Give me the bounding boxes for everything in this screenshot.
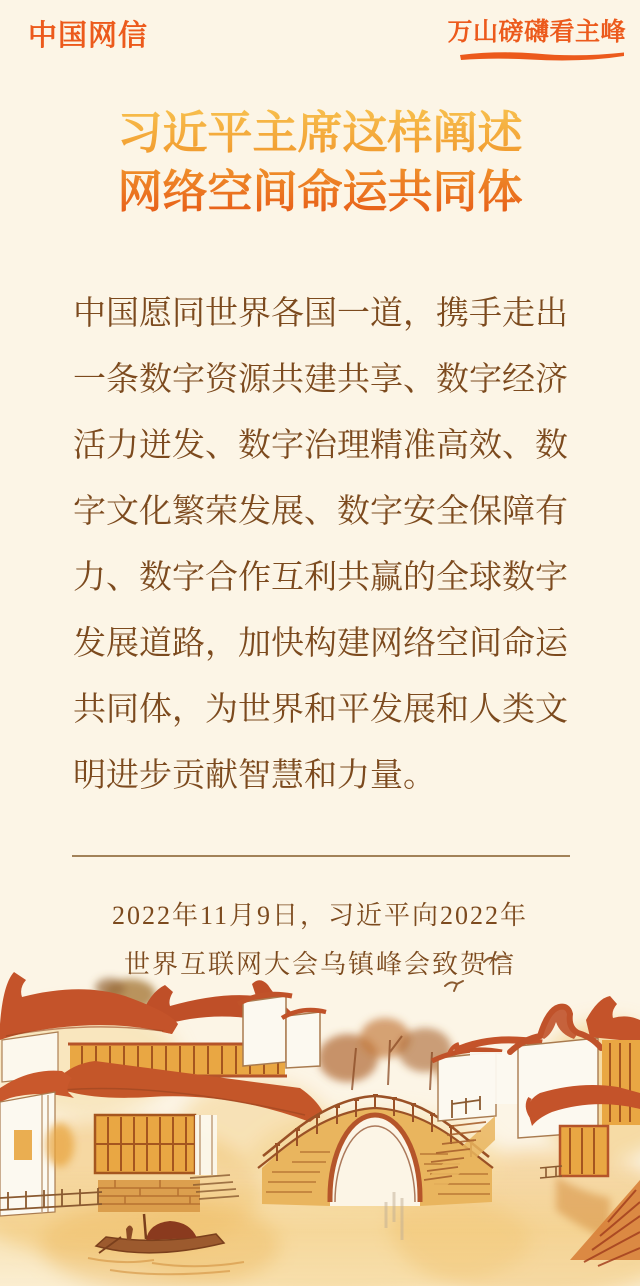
quote-line: 中国愿同世界各国一道，携手走出	[73, 296, 568, 332]
divider-line	[72, 855, 570, 857]
quote-line: 字文化繁荣发展、数字安全保障有	[73, 494, 568, 530]
receding-gable-houses	[238, 994, 326, 1068]
attribution-line-1: 2022年11月9日，习近平向2022年	[111, 901, 529, 930]
quote-line: 发展道路，加快构建网络空间命运	[73, 626, 568, 662]
quote-paragraph	[73, 281, 567, 809]
quote-line: 共同体，为世界和平发展和人类文	[73, 692, 568, 728]
title-line-2: 网络空间命运共同体	[117, 167, 523, 217]
brush-underline-icon	[458, 50, 626, 63]
quote-line: 力、数字合作互利共赢的全球数字	[73, 560, 568, 596]
quote-line: 活力迸发、数字治理精准高效、数	[73, 428, 568, 464]
birds-icon	[445, 956, 508, 991]
watertown-illustration	[0, 940, 640, 1286]
site-logo: 中国网信	[28, 20, 149, 52]
slogan-text: 万山磅礴看主峰	[447, 18, 626, 46]
quote-line: 明进步贡献智慧和力量。	[73, 758, 436, 794]
header-slogan	[447, 12, 626, 63]
title-line-1: 习近平主席这样阐述	[117, 108, 523, 158]
quote-line: 一条数字资源共建共享、数字经济	[73, 362, 568, 398]
attribution-line-2: 世界互联网大会乌镇峰会致贺信	[123, 950, 516, 979]
page-title	[0, 104, 640, 222]
